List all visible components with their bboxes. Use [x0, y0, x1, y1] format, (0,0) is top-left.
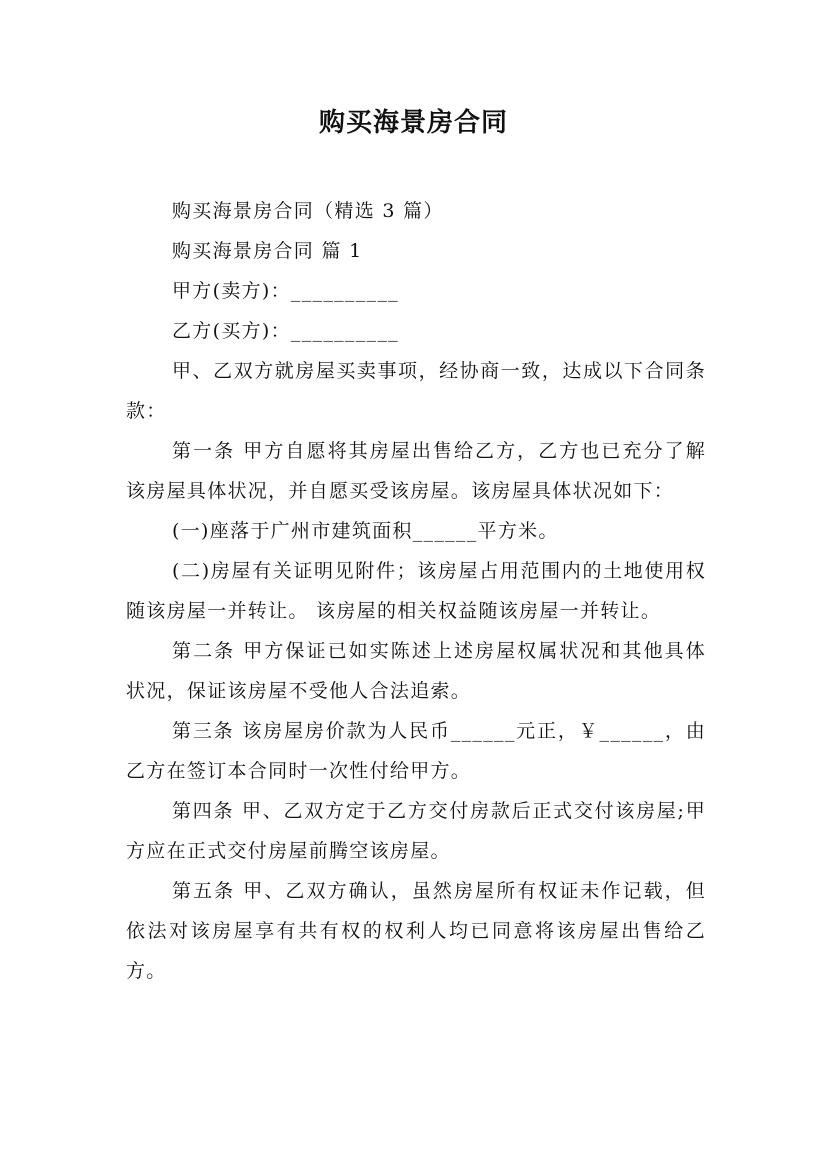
article-1-item-1: (一)座落于广州市建筑面积______平方米。	[172, 520, 559, 542]
article-5-paragraph: 第五条 甲、乙双方确认，虽然房屋所有权证未作记载，但依法对该房屋享有共有权的权利人均已同意将该房屋出售给乙方。	[126, 880, 706, 982]
section-heading: 购买海景房合同 篇 1	[172, 240, 363, 262]
preamble-paragraph: 甲、乙双方就房屋买卖事项，经协商一致，达成以下合同条款：	[126, 360, 706, 422]
party-b-line: 乙方(买方)：__________	[172, 320, 399, 342]
article-3-paragraph: 第三条 该房屋房价款为人民币______元正，￥______，由乙方在签订本合同时一次性付给甲方。	[126, 720, 706, 782]
article-1-item-2: (二)房屋有关证明见附件；该房屋占用范围内的土地使用权随该房屋一并转让。 该房屋的相关权益随该房屋一并转让。	[126, 560, 706, 622]
article-2-paragraph: 第二条 甲方保证已如实陈述上述房屋权属状况和其他具体状况，保证该房屋不受他人合法追索。	[126, 640, 706, 702]
article-4-paragraph: 第四条 甲、乙双方定于乙方交付房款后正式交付该房屋;甲方应在正式交付房屋前腾空该房屋。	[126, 800, 706, 862]
party-a-line: 甲方(卖方)：__________	[172, 280, 399, 302]
page-title: 购买海景房合同	[318, 108, 508, 138]
article-1-paragraph: 第一条 甲方自愿将其房屋出售给乙方，乙方也已充分了解该房屋具体状况，并自愿买受该房屋。该房屋具体状况如下：	[126, 440, 706, 502]
document-body	[126, 191, 706, 991]
document-subtitle: 购买海景房合同（精选 3 篇）	[172, 200, 444, 222]
